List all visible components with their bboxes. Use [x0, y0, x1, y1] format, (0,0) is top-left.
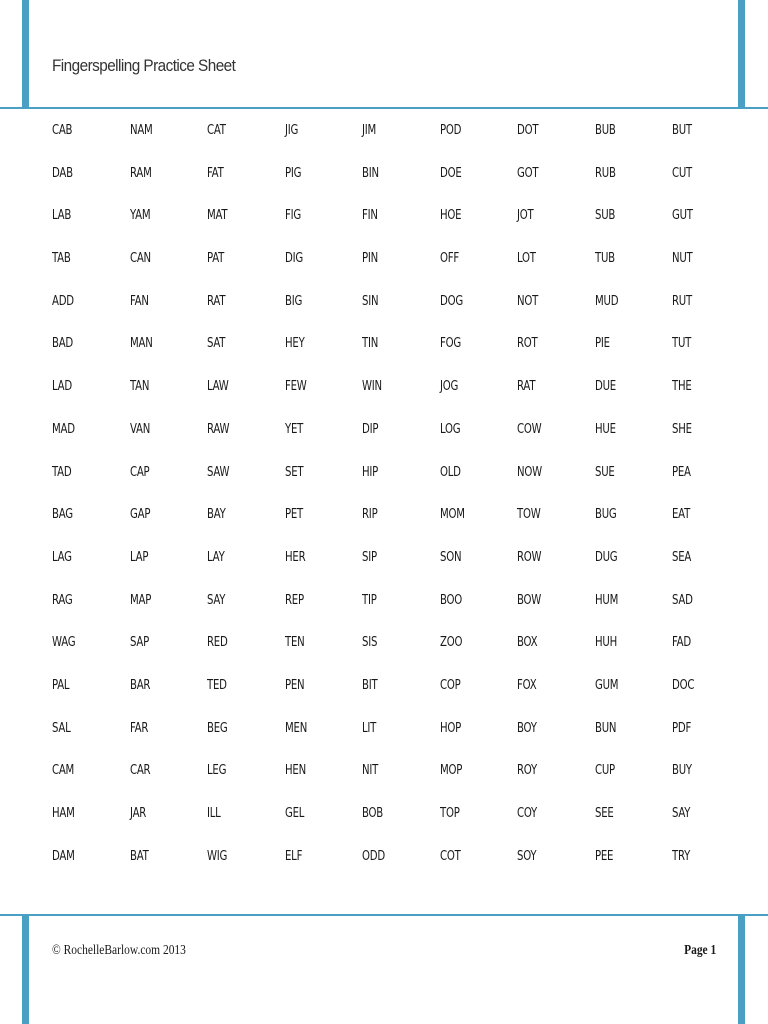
practice-word: BUN [594, 720, 616, 736]
practice-word: THE [672, 379, 692, 395]
practice-word: LAG [52, 549, 72, 565]
practice-word: LAD [52, 379, 72, 395]
practice-word: DUE [594, 379, 616, 395]
practice-word: DOE [439, 165, 461, 181]
practice-word: CAT [207, 123, 226, 138]
practice-word: SIN [362, 293, 379, 309]
practice-word: CAR [129, 763, 150, 779]
practice-word: ELF [284, 848, 302, 864]
practice-word: PEE [594, 848, 613, 864]
footer-divider [0, 914, 768, 916]
practice-word: BAG [52, 507, 73, 523]
practice-word: BUB [594, 123, 616, 138]
practice-word: DOT [517, 123, 539, 138]
practice-word: RUB [594, 165, 616, 181]
practice-word: BUY [672, 763, 692, 779]
footer-copyright: © RochelleBarlow.com 2013 [52, 943, 186, 958]
practice-word: SUE [594, 464, 615, 480]
practice-word: TOW [517, 507, 541, 523]
page-title: Fingerspelling Practice Sheet [52, 56, 236, 75]
practice-word: DAM [52, 848, 75, 864]
practice-word: DIG [284, 251, 303, 267]
practice-word: JOT [517, 208, 534, 224]
practice-word: SAY [207, 592, 226, 608]
practice-word: NIT [362, 763, 379, 779]
practice-word: GUT [672, 208, 693, 224]
practice-word: PEN [284, 677, 304, 693]
practice-word: LOG [439, 421, 460, 437]
practice-word: COY [517, 806, 537, 821]
practice-word: FAT [207, 165, 224, 181]
practice-word: RAT [517, 379, 536, 395]
practice-word: MUD [594, 293, 618, 309]
practice-word: TUB [594, 251, 615, 267]
practice-word: ROT [517, 336, 538, 352]
practice-word: ODD [362, 848, 385, 864]
practice-word: DOC [672, 677, 695, 693]
practice-word: FAR [129, 720, 148, 736]
practice-word: RAG [52, 592, 73, 608]
practice-word: LOT [517, 251, 536, 267]
practice-word: BEG [207, 720, 228, 736]
practice-word: JOG [439, 379, 458, 395]
practice-word: GAP [129, 507, 150, 523]
practice-word: DAB [52, 165, 73, 181]
practice-word: TEN [284, 635, 304, 651]
practice-word: GEL [284, 806, 304, 821]
practice-word: FAN [129, 293, 149, 309]
practice-word: PAT [207, 251, 225, 267]
practice-word: WIN [362, 379, 382, 395]
practice-word: PEA [672, 464, 691, 480]
right-top-accent-bar [738, 0, 745, 108]
practice-word: REP [284, 592, 304, 608]
practice-word: HOP [439, 720, 461, 736]
practice-word: RED [207, 635, 228, 651]
practice-word: CAP [129, 464, 149, 480]
practice-word: ZOO [439, 635, 462, 651]
practice-word: FOX [517, 677, 537, 693]
practice-word: WIG [207, 848, 228, 864]
practice-word: RIP [362, 507, 378, 523]
practice-word: SEA [672, 549, 692, 565]
practice-word: PIG [284, 165, 301, 181]
practice-word: EAT [672, 507, 691, 523]
practice-word: RUT [672, 293, 692, 309]
practice-word: CAM [52, 763, 75, 779]
practice-word: YET [284, 421, 303, 437]
practice-word: PIN [362, 251, 378, 267]
header-divider [0, 107, 768, 109]
practice-word: COP [439, 677, 460, 693]
practice-word: TUT [672, 336, 692, 352]
practice-word: LAP [129, 549, 148, 565]
practice-word: HUM [594, 592, 618, 608]
word-grid [52, 122, 732, 890]
practice-word: SIP [362, 549, 377, 565]
practice-word: COW [517, 421, 542, 437]
practice-word: SUB [594, 208, 615, 224]
practice-word: JAR [129, 806, 146, 821]
practice-word: TAN [129, 379, 149, 395]
practice-word: LAY [207, 549, 225, 565]
practice-word: BAD [52, 336, 73, 352]
practice-word: TIN [362, 336, 379, 352]
practice-word: ROW [517, 549, 542, 565]
practice-word: HEY [284, 336, 305, 352]
practice-word: MOM [439, 507, 465, 523]
practice-word: PDF [672, 720, 692, 736]
practice-word: HEN [284, 763, 306, 779]
practice-word: BOY [517, 720, 537, 736]
practice-word: PET [284, 507, 303, 523]
practice-word: HUH [594, 635, 617, 651]
practice-word: CAN [129, 251, 151, 267]
practice-word: CUT [672, 165, 692, 181]
practice-word: MAN [129, 336, 153, 352]
practice-word: BUG [594, 507, 617, 523]
practice-word: SAD [672, 592, 693, 608]
practice-word: HER [284, 549, 305, 565]
right-bottom-accent-bar [738, 914, 745, 1024]
practice-word: ADD [52, 293, 74, 309]
practice-word: GUM [594, 677, 618, 693]
practice-word: VAN [129, 421, 150, 437]
practice-word: DUG [594, 549, 617, 565]
practice-word: TAB [52, 251, 71, 267]
practice-word: BIG [284, 293, 302, 309]
practice-word: NOT [517, 293, 539, 309]
practice-word: HUE [594, 421, 616, 437]
practice-word: BOO [439, 592, 462, 608]
practice-word: SET [284, 464, 303, 480]
practice-word: BAY [207, 507, 226, 523]
practice-word: TOP [439, 806, 460, 821]
practice-word: BOX [517, 635, 538, 651]
practice-word: MAT [207, 208, 228, 224]
practice-word: SON [439, 549, 461, 565]
practice-word: GOT [517, 165, 539, 181]
practice-word: ILL [207, 806, 221, 821]
practice-word: HIP [362, 464, 379, 480]
practice-word: PIE [594, 336, 610, 352]
practice-word: FEW [284, 379, 307, 395]
left-bottom-accent-bar [22, 914, 29, 1024]
practice-word: SAY [672, 806, 691, 821]
practice-word: OLD [439, 464, 461, 480]
practice-word: BAR [129, 677, 150, 693]
practice-word: SAP [129, 635, 149, 651]
practice-word: TRY [672, 848, 691, 864]
practice-word: YAM [129, 208, 150, 224]
practice-word: FAD [672, 635, 691, 651]
practice-word: HAM [52, 806, 75, 821]
practice-word: MAP [129, 592, 151, 608]
practice-word: TAD [52, 464, 72, 480]
practice-word: BUT [672, 123, 692, 138]
practice-word: BAT [129, 848, 149, 864]
practice-word: RAM [129, 165, 152, 181]
practice-word: MAD [52, 421, 75, 437]
practice-word: LAW [207, 379, 229, 395]
practice-word: SOY [517, 848, 537, 864]
practice-word: CUP [594, 763, 615, 779]
practice-word: SEE [594, 806, 614, 821]
practice-word: FIG [284, 208, 301, 224]
practice-word: LAB [52, 208, 72, 224]
practice-word: OFF [439, 251, 459, 267]
practice-word: RAW [207, 421, 230, 437]
practice-word: NUT [672, 251, 693, 267]
practice-word: MEN [284, 720, 307, 736]
practice-word: TED [207, 677, 227, 693]
practice-word: NAM [129, 123, 153, 138]
practice-word: SAT [207, 336, 226, 352]
practice-word: BIT [362, 677, 378, 693]
practice-word: DIP [362, 421, 379, 437]
practice-word: DOG [439, 293, 463, 309]
page-number: Page 1 [683, 943, 716, 958]
practice-word: LEG [207, 763, 227, 779]
practice-word: RAT [207, 293, 226, 309]
left-top-accent-bar [22, 0, 29, 108]
practice-word: SIS [362, 635, 378, 651]
practice-word: COT [439, 848, 461, 864]
practice-word: BIN [362, 165, 379, 181]
practice-word: FOG [439, 336, 461, 352]
practice-word: BOW [517, 592, 542, 608]
practice-word: SAW [207, 464, 230, 480]
practice-word: JIG [284, 123, 298, 138]
practice-word: PAL [52, 677, 70, 693]
practice-word: POD [439, 123, 461, 138]
practice-word: SAL [52, 720, 71, 736]
practice-word: LIT [362, 720, 377, 736]
practice-word: FIN [362, 208, 378, 224]
practice-word: WAG [52, 635, 76, 651]
practice-word: JIM [362, 123, 377, 138]
practice-word: SHE [672, 421, 692, 437]
practice-word: HOE [439, 208, 461, 224]
practice-word: ROY [517, 763, 537, 779]
practice-word: MOP [439, 763, 462, 779]
practice-word: CAB [52, 123, 73, 138]
practice-word: BOB [362, 806, 384, 821]
practice-word: NOW [517, 464, 542, 480]
practice-word: TIP [362, 592, 377, 608]
